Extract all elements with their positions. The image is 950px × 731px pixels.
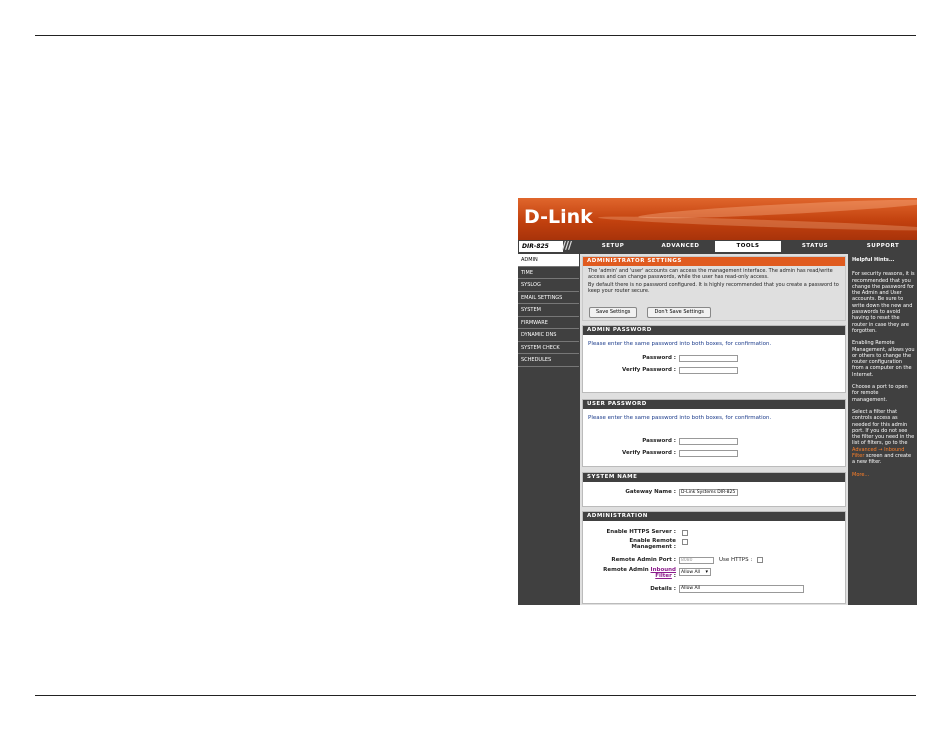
- details-label: Details :: [650, 586, 676, 592]
- admin-password-instruction: Please enter the same password into both boxes, for confirmation.: [588, 341, 772, 347]
- inbound-filter-link-2[interactable]: Filter: [655, 573, 672, 579]
- user-password-label: Password :: [642, 438, 676, 444]
- user-password-input[interactable]: [679, 438, 738, 445]
- admin-settings-title: ADMINISTRATOR SETTINGS: [583, 257, 845, 266]
- bottom-rule: [35, 695, 916, 696]
- sidebar-item-time[interactable]: TIME: [518, 267, 579, 280]
- system-name-title: SYSTEM NAME: [583, 473, 845, 482]
- tab-status[interactable]: STATUS: [782, 241, 848, 252]
- admin-password-title: ADMIN PASSWORD: [583, 326, 845, 335]
- sidebar-item-email-settings[interactable]: EMAIL SETTINGS: [518, 292, 579, 305]
- sidebar-item-admin[interactable]: ADMIN: [518, 254, 579, 267]
- admin-password-input[interactable]: [679, 355, 738, 362]
- admin-settings-text-2: By default there is no password configured. It is highly recommended that you create a password to keep your router secure.: [588, 282, 839, 294]
- hints-paragraph-1: For security reasons, it is recommended that you change the password for the Admin and User accounts. Be sure to write down the new and passwords to avoid having to reset the router in case they are forgotten.: [852, 271, 915, 334]
- enable-https-label: Enable HTTPS Server :: [606, 529, 676, 535]
- user-password-instruction: Please enter the same password into both boxes, for confirmation.: [588, 415, 772, 421]
- chevron-down-icon: ▾: [705, 569, 708, 575]
- sidebar-item-schedules[interactable]: SCHEDULES: [518, 354, 579, 367]
- tab-advanced[interactable]: ADVANCED: [647, 241, 714, 252]
- enable-remote-management-label-1: Enable Remote: [629, 538, 676, 544]
- administration-title: ADMINISTRATION: [583, 512, 845, 521]
- more-link[interactable]: More...: [852, 471, 870, 478]
- model-slashes-icon: ///: [562, 239, 572, 252]
- admin-settings-buttons: [583, 296, 845, 318]
- administration-panel: [582, 511, 846, 604]
- gateway-name-label: Gateway Name :: [625, 489, 676, 495]
- admin-settings-panel: [582, 256, 846, 321]
- system-name-panel: [582, 472, 846, 507]
- dlink-banner: [518, 198, 917, 240]
- hints-paragraph-3: Choose a port to open for remote management.: [852, 384, 908, 403]
- dont-save-settings-button[interactable]: Don't Save Settings: [647, 307, 710, 318]
- main-content: [580, 254, 848, 605]
- details-field: Allow All: [679, 585, 804, 593]
- inbound-filter-value: Allow All: [681, 570, 701, 575]
- remote-admin-inbound-filter-label: [583, 567, 676, 579]
- gateway-name-input[interactable]: D-Link Systems DIR-825: [679, 489, 738, 496]
- remote-admin-label-text: Remote Admin: [603, 567, 649, 573]
- user-verify-password-input[interactable]: [679, 450, 738, 457]
- admin-settings-text-1: The 'admin' and 'user' accounts can access the management interface. The admin has read/write access and can change passwords, while the user has read-only access.: [588, 268, 833, 280]
- user-verify-password-label: Verify Password :: [622, 450, 676, 456]
- hints-paragraph-2: Enabling Remote Management, allows you or others to change the router configuration from a computer on the Internet.: [852, 340, 915, 378]
- hints-paragraph-4: [852, 409, 915, 466]
- user-password-title: USER PASSWORD: [583, 400, 845, 409]
- sidebar-item-syslog[interactable]: SYSLOG: [518, 279, 579, 292]
- sidebar-item-firmware[interactable]: FIRMWARE: [518, 317, 579, 330]
- inbound-filter-colon: :: [671, 573, 676, 579]
- save-settings-button[interactable]: Save Settings: [589, 307, 637, 318]
- use-https-checkbox[interactable]: [757, 557, 763, 563]
- top-nav: [518, 241, 917, 253]
- tab-setup[interactable]: SETUP: [580, 241, 646, 252]
- sidebar-item-dynamic-dns[interactable]: DYNAMIC DNS: [518, 329, 579, 342]
- enable-remote-management-label-2: Management :: [631, 544, 676, 550]
- admin-verify-password-input[interactable]: [679, 367, 738, 374]
- sidebar-item-system[interactable]: SYSTEM: [518, 304, 579, 317]
- top-rule: [35, 35, 916, 36]
- enable-https-checkbox[interactable]: [682, 530, 688, 536]
- dlink-logo: D-Link: [524, 206, 593, 228]
- advanced-inbound-filter-link[interactable]: Advanced → Inbound Filter: [852, 446, 905, 460]
- model-badge: DIR-825: [519, 241, 563, 252]
- sidebar-item-system-check[interactable]: SYSTEM CHECK: [518, 342, 579, 355]
- inbound-filter-select[interactable]: [679, 568, 711, 576]
- hints-paragraph-4b: screen and create a new filter.: [852, 453, 912, 466]
- admin-password-label: Password :: [642, 355, 676, 361]
- sidebar: [518, 254, 579, 605]
- user-password-panel: [582, 399, 846, 467]
- hints-paragraph-4a: Select a filter that controls access as needed for this admin port. If you do not see the filter you need in the list of filters, go to the: [852, 408, 915, 447]
- remote-admin-port-label: Remote Admin Port :: [611, 557, 676, 563]
- inbound-filter-link[interactable]: Inbound: [650, 567, 676, 573]
- tab-support[interactable]: SUPPORT: [849, 241, 917, 252]
- tab-tools[interactable]: TOOLS: [715, 241, 781, 252]
- remote-admin-port-input[interactable]: 8080: [679, 557, 714, 564]
- admin-verify-password-label: Verify Password :: [622, 367, 676, 373]
- admin-settings-description: [583, 266, 845, 294]
- router-screenshot: [518, 198, 917, 605]
- enable-remote-management-checkbox[interactable]: [682, 539, 688, 545]
- admin-password-panel: [582, 325, 846, 393]
- helpful-hints-panel: [849, 254, 917, 605]
- hints-title: Helpful Hints...: [852, 257, 895, 263]
- use-https-label: Use HTTPS :: [719, 557, 753, 563]
